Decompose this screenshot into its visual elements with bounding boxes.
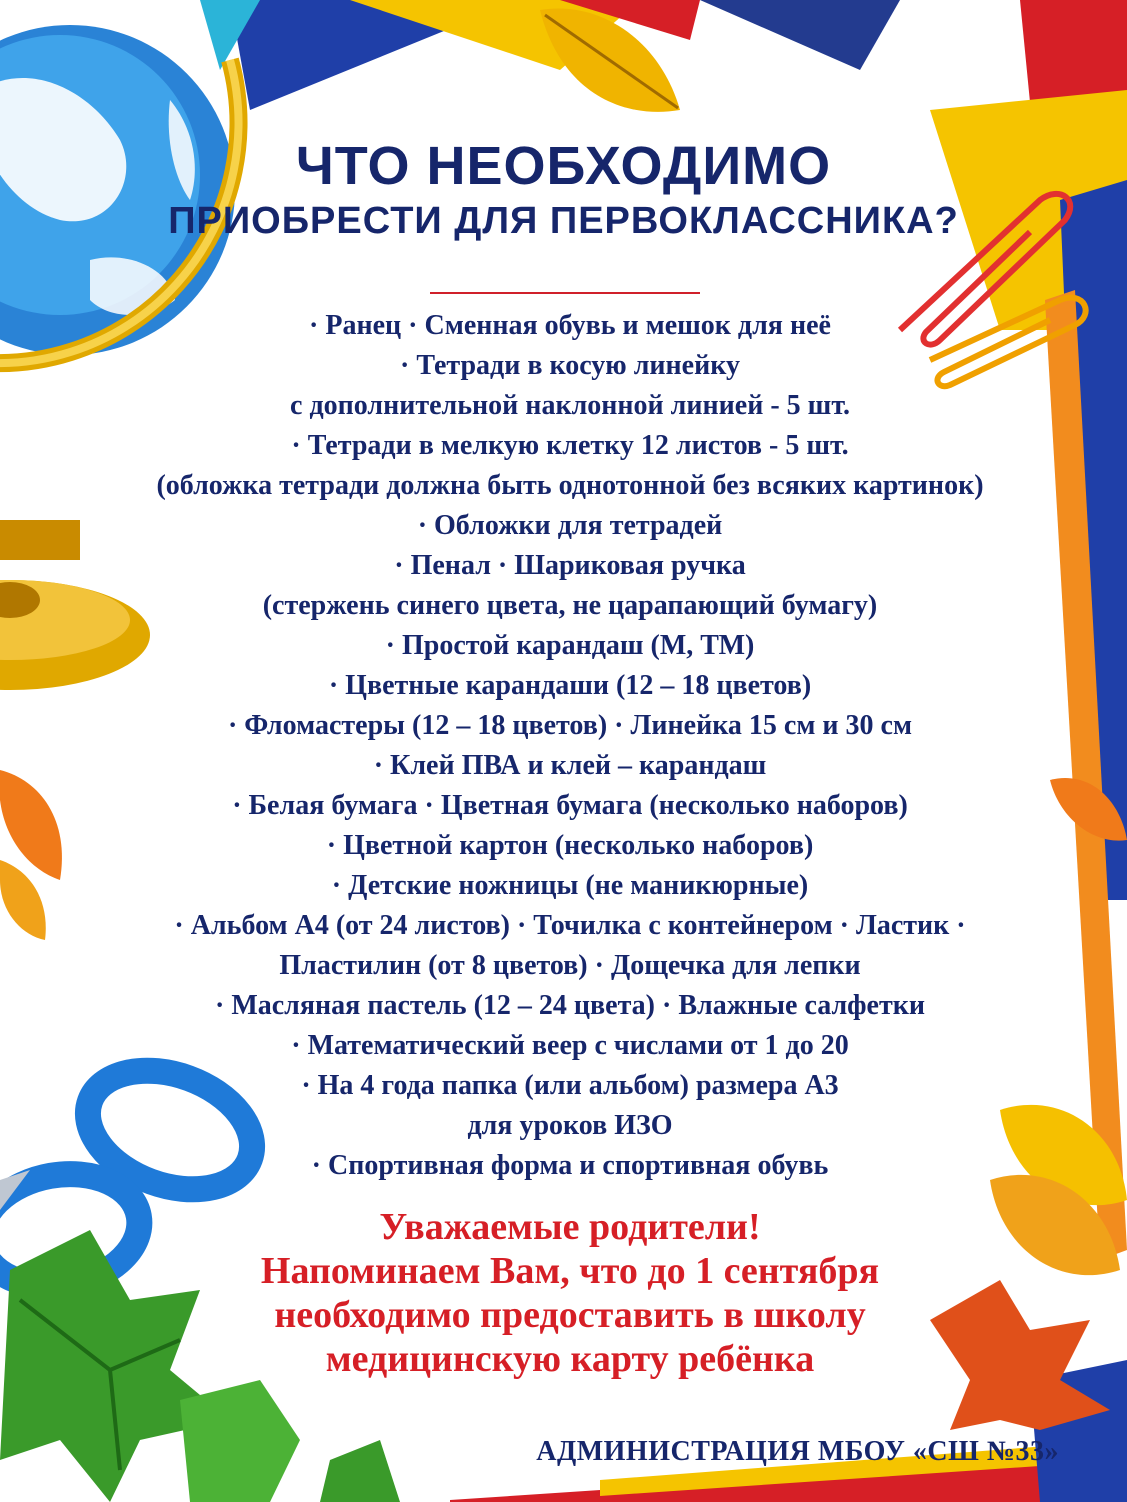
title-line-2: ПРИОБРЕСТИ ДЛЯ ПЕРВОКЛАССНИКА? bbox=[168, 200, 959, 242]
list-item: · Детские ножницы (не маникюрные) bbox=[331, 870, 809, 901]
list-item: · Фломастеры (12 – 18 цветов) · Линейка 15 см и 30 см bbox=[227, 710, 913, 741]
list-item: · Обложки для тетрадей bbox=[417, 510, 723, 541]
list-item: · Цветные карандаши (12 – 18 цветов) bbox=[328, 670, 812, 701]
list-item: · Масляная пастель (12 – 24 цвета) · Влажные салфетки bbox=[214, 990, 925, 1021]
list-item: · Пенал · Шариковая ручка bbox=[394, 550, 746, 581]
title-line-1: ЧТО НЕОБХОДИМО bbox=[295, 136, 832, 196]
notice-line-3: необходимо предоставить в школу bbox=[274, 1294, 866, 1336]
list-item: · Тетради в мелкую клетку 12 листов - 5 шт. bbox=[291, 430, 849, 461]
list-item: (стержень синего цвета, не царапающий бумагу) bbox=[262, 590, 878, 621]
list-item: · Клей ПВА и клей – карандаш bbox=[373, 750, 767, 781]
list-item: · Тетради в косую линейку bbox=[400, 350, 740, 381]
list-item: · Математический веер с числами от 1 до 20 bbox=[291, 1030, 849, 1061]
notice-line-2: Напоминаем Вам, что до 1 сентября bbox=[260, 1250, 880, 1292]
list-item: (обложка тетради должна быть однотонной без всяких картинок) bbox=[156, 470, 984, 501]
list-item: · Белая бумага · Цветная бумага (несколько наборов) bbox=[232, 790, 908, 821]
list-item: · Спортивная форма и спортивная обувь bbox=[311, 1150, 829, 1181]
title-divider bbox=[430, 292, 700, 294]
list-item: Пластилин (от 8 цветов) · Дощечка для лепки bbox=[279, 950, 861, 981]
list-item: · На 4 года папка (или альбом) размера А3 bbox=[301, 1070, 839, 1101]
pennant-navy bbox=[700, 0, 900, 70]
supplies-list bbox=[60, 306, 1080, 1186]
list-item: · Ранец · Сменная обувь и мешок для неё bbox=[309, 310, 831, 341]
notice-line-4: медицинскую карту ребёнка bbox=[325, 1338, 815, 1380]
list-item: · Цветной картон (несколько наборов) bbox=[326, 830, 814, 861]
parents-notice bbox=[130, 1205, 1010, 1381]
administration-signature: АДМИНИСТРАЦИЯ МБОУ «СШ №33» bbox=[536, 1436, 1059, 1467]
list-item: с дополнительной наклонной линией - 5 шт. bbox=[290, 390, 850, 421]
notice-line-1: Уважаемые родители! bbox=[379, 1206, 761, 1248]
list-item: · Простой карандаш (М, ТМ) bbox=[385, 630, 755, 661]
list-item: · Альбом А4 (от 24 листов) · Точилка с контейнером · Ластик · bbox=[174, 910, 966, 941]
list-item: для уроков ИЗО bbox=[467, 1110, 673, 1141]
autumn-leaf-icon-left bbox=[0, 770, 62, 940]
